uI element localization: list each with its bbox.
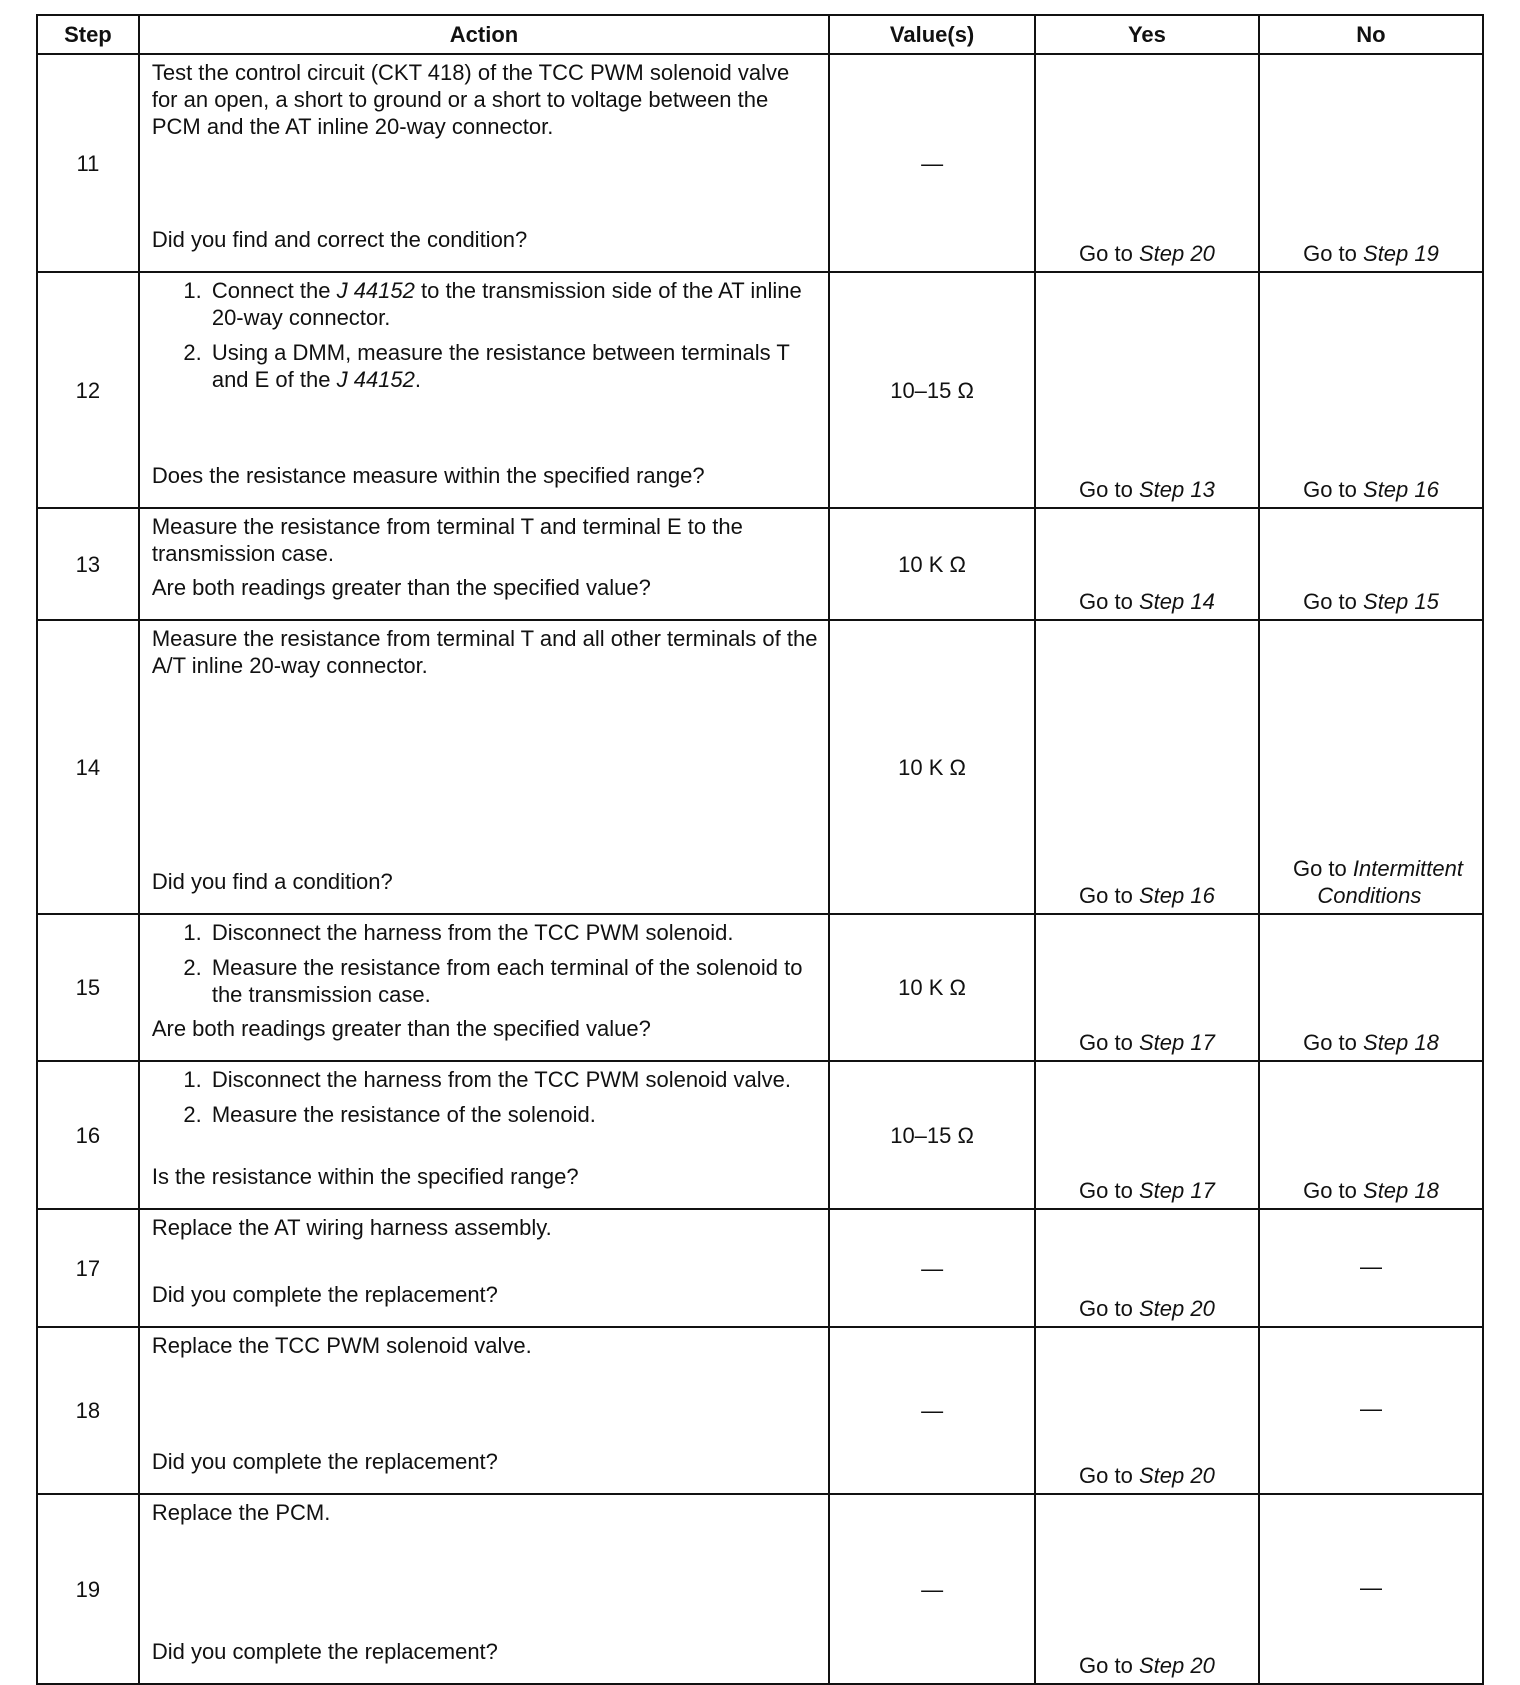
value-cell: — (829, 1494, 1035, 1684)
value-cell: — (829, 1327, 1035, 1494)
action-list (152, 277, 818, 393)
action-question: Did you find a condition? (151, 869, 393, 894)
no-step-ref: Step 15 (1363, 589, 1439, 614)
action-text: Measure the resistance from terminal T and terminal E to the transmission case. (151, 514, 743, 566)
no-cell (1259, 508, 1483, 620)
go-to-label: Go to (1303, 589, 1357, 614)
go-to-label: Go to (1303, 241, 1357, 266)
action-question: Does the resistance measure within the specified range? (151, 463, 705, 488)
action-cell (139, 620, 829, 914)
yes-cell (1035, 54, 1259, 272)
value-cell: — (829, 1209, 1035, 1327)
value-cell: 10 K Ω (829, 914, 1035, 1061)
diagnostic-table (36, 14, 1484, 1685)
yes-cell (1035, 508, 1259, 620)
no-cell (1259, 272, 1483, 508)
go-to-label: Go to (1303, 1030, 1357, 1055)
yes-step-ref: Step 16 (1138, 883, 1215, 908)
step-number: 18 (37, 1327, 139, 1494)
step-number: 16 (37, 1061, 139, 1209)
action-question: Are both readings greater than the specified value? (151, 575, 651, 600)
no-step-ref: Step 19 (1363, 241, 1439, 266)
action-text: Replace the PCM. (151, 1500, 331, 1525)
table-row (37, 272, 1483, 508)
no-step-ref: Step 16 (1363, 477, 1439, 502)
table-row (37, 508, 1483, 620)
no-cell (1259, 54, 1483, 272)
header-yes: Yes (1035, 15, 1259, 54)
go-to-label: Go to (1079, 1296, 1133, 1321)
no-cell: — (1259, 1494, 1483, 1684)
value-cell: 10 K Ω (829, 620, 1035, 914)
tool-ref: J 44152 (336, 278, 415, 303)
value-cell: 10–15 Ω (829, 1061, 1035, 1209)
action-list (152, 1066, 818, 1128)
action-text: Replace the TCC PWM solenoid valve. (151, 1333, 532, 1358)
yes-step-ref: Step 20 (1138, 1653, 1215, 1678)
go-to-label: Go to (1079, 1178, 1133, 1203)
no-step-ref: Step 18 (1363, 1030, 1439, 1055)
yes-step-ref: Step 20 (1138, 241, 1215, 266)
yes-cell (1035, 272, 1259, 508)
go-to-label: Go to (1303, 477, 1357, 502)
go-to-label: Go to (1079, 589, 1133, 614)
header-action: Action (139, 15, 829, 54)
action-question: Did you find and correct the condition? (151, 227, 528, 252)
table-row (37, 1209, 1483, 1327)
go-to-label: Go to (1079, 1653, 1133, 1678)
action-cell (139, 1327, 829, 1494)
yes-step-ref: Step 13 (1138, 477, 1215, 502)
go-to-label: Go to (1079, 883, 1133, 908)
yes-step-ref: Step 14 (1138, 589, 1215, 614)
step-number: 14 (37, 620, 139, 914)
no-step-ref-continued: Conditions (1317, 883, 1422, 908)
yes-cell (1035, 1494, 1259, 1684)
yes-cell (1035, 914, 1259, 1061)
step-number: 15 (37, 914, 139, 1061)
action-question: Did you complete the replacement? (151, 1282, 498, 1307)
no-cell (1259, 1061, 1483, 1209)
no-step-ref: Intermittent (1352, 856, 1463, 881)
action-cell (139, 54, 829, 272)
yes-cell (1035, 620, 1259, 914)
no-cell: — (1259, 1327, 1483, 1494)
go-to-label: Go to (1292, 856, 1347, 881)
step-number: 12 (37, 272, 139, 508)
action-list-item: 1. Disconnect the harness from the TCC PWM solenoid valve. (208, 1066, 818, 1093)
action-text: Test the control circuit (CKT 418) of the TCC PWM solenoid valve for an open, a short to ground or a short to voltage between the PCM and the AT inline 20-way connector. (151, 60, 790, 139)
action-text: Replace the AT wiring harness assembly. (151, 1215, 552, 1240)
table-row (37, 914, 1483, 1061)
yes-step-ref: Step 17 (1138, 1030, 1215, 1055)
action-question: Are both readings greater than the specified value? (151, 1016, 651, 1041)
go-to-label: Go to (1079, 1030, 1133, 1055)
value-cell: — (829, 54, 1035, 272)
no-cell: — (1259, 1209, 1483, 1327)
go-to-label: Go to (1303, 1178, 1357, 1203)
table-row (37, 1061, 1483, 1209)
action-cell (139, 1494, 829, 1684)
table-row (37, 54, 1483, 272)
action-cell (139, 1061, 829, 1209)
tool-ref: J 44152 (336, 367, 415, 392)
action-list-item: 2. Using a DMM, measure the resistance between terminals T and E of the J 44152. (208, 339, 818, 393)
header-row (37, 15, 1483, 54)
yes-step-ref: Step 20 (1138, 1463, 1215, 1488)
yes-step-ref: Step 17 (1138, 1178, 1215, 1203)
action-cell (139, 1209, 829, 1327)
action-question: Did you complete the replacement? (151, 1639, 498, 1664)
action-list-item: 2. Measure the resistance of the solenoid. (208, 1101, 818, 1128)
action-text: Measure the resistance from terminal T and all other terminals of the A/T inline 20-way connector. (151, 626, 818, 678)
yes-cell (1035, 1327, 1259, 1494)
yes-cell (1035, 1061, 1259, 1209)
go-to-label: Go to (1079, 1463, 1133, 1488)
action-list-item: 2. Measure the resistance from each terminal of the solenoid to the transmission case. (208, 954, 818, 1008)
table-row (37, 1494, 1483, 1684)
action-list (152, 919, 818, 1008)
action-list-item: 1. Disconnect the harness from the TCC PWM solenoid. (208, 919, 818, 946)
no-cell (1259, 620, 1483, 914)
go-to-label: Go to (1079, 241, 1133, 266)
step-number: 11 (37, 54, 139, 272)
step-number: 13 (37, 508, 139, 620)
action-cell (139, 914, 829, 1061)
no-step-ref: Step 18 (1363, 1178, 1439, 1203)
action-question: Did you complete the replacement? (151, 1449, 498, 1474)
action-list-item: 1. Connect the J 44152 to the transmission side of the AT inline 20-way connector. (208, 277, 818, 331)
yes-cell (1035, 1209, 1259, 1327)
yes-step-ref: Step 20 (1138, 1296, 1215, 1321)
action-cell (139, 508, 829, 620)
no-cell (1259, 914, 1483, 1061)
step-number: 19 (37, 1494, 139, 1684)
step-number: 17 (37, 1209, 139, 1327)
table-row (37, 620, 1483, 914)
action-cell (139, 272, 829, 508)
action-question: Is the resistance within the specified range? (151, 1164, 579, 1189)
value-cell: 10 K Ω (829, 508, 1035, 620)
header-step: Step (37, 15, 139, 54)
header-values: Value(s) (829, 15, 1035, 54)
table-row (37, 1327, 1483, 1494)
value-cell: 10–15 Ω (829, 272, 1035, 508)
go-to-label: Go to (1079, 477, 1133, 502)
header-no: No (1259, 15, 1483, 54)
